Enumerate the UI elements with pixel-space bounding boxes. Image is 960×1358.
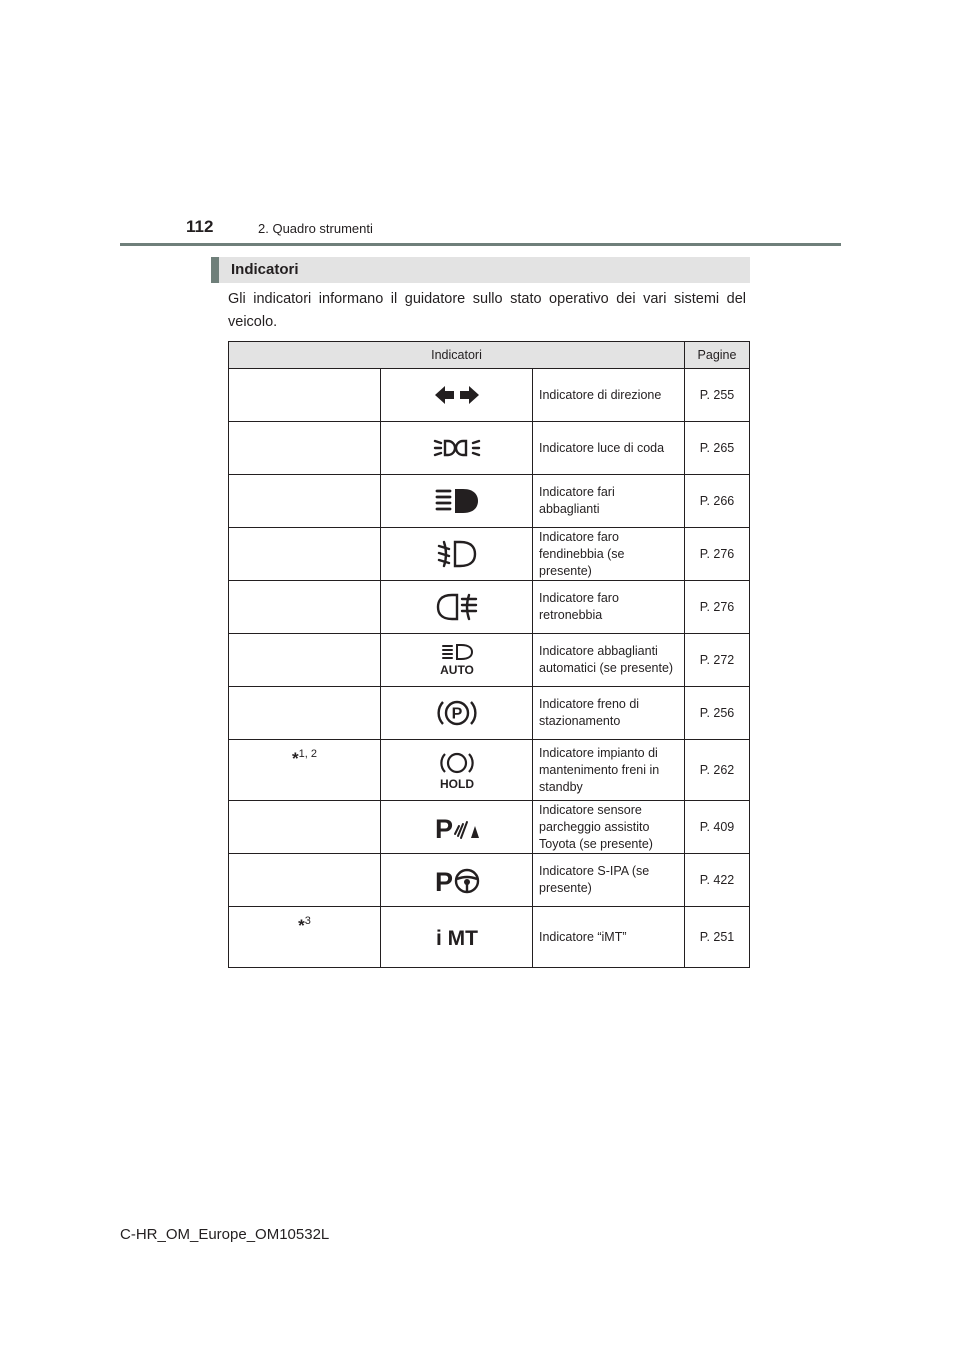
imt-icon [431,924,483,950]
page-ref-cell[interactable]: P. 265 [685,422,750,475]
header-rule [120,243,841,246]
icon-cell [381,475,533,528]
footer-doc-code: C-HR_OM_Europe_OM10532L [120,1226,330,1243]
high-beam-icon [433,487,481,515]
table-row [229,907,750,968]
description-cell: Indicatore S-IPA (se presente) [533,854,685,907]
icon-cell [381,369,533,422]
note-cell [229,369,381,422]
hold-label: HOLD [439,777,474,790]
parking-sensor-icon [433,812,481,842]
description-cell: Indicatore luce di coda [533,422,685,475]
note-cell [229,581,381,634]
note-ref: 1, 2 [298,748,317,760]
imt-label: i MT [435,927,478,950]
note-ref: 3 [304,915,311,927]
running-head: 2. Quadro strumenti [258,221,373,236]
section-title: Indicatori [231,261,299,278]
note-cell [229,740,381,801]
icon-cell [381,740,533,801]
header-indicators: Indicatori [229,342,685,369]
front-fog-light-icon [433,540,481,568]
note-cell [229,634,381,687]
auto-label: AUTO [439,663,474,677]
intro-paragraph: Gli indicatori informano il guidatore sullo stato operativo dei vari sistemi del veicolo. [228,291,746,330]
s-ipa-icon [433,865,481,895]
table-row [229,801,750,854]
page-ref-cell[interactable]: P. 422 [685,854,750,907]
page-ref-cell[interactable]: P. 409 [685,801,750,854]
rear-fog-light-icon [433,593,481,621]
page-ref-cell[interactable]: P. 262 [685,740,750,801]
icon-cell [381,581,533,634]
table-row [229,369,750,422]
page-ref-cell[interactable]: P. 276 [685,528,750,581]
page-ref-cell[interactable]: P. 255 [685,369,750,422]
description-cell: Indicatore freno di stazionamento [533,687,685,740]
table-row [229,528,750,581]
header-pages: Pagine [685,342,750,369]
note-star: * [292,749,299,768]
icon-cell [381,687,533,740]
note-cell [229,475,381,528]
icon-cell [381,854,533,907]
icon-cell [381,801,533,854]
table-header-row [229,342,750,369]
note-cell [229,528,381,581]
table-row [229,475,750,528]
description-cell: Indicatore faro retronebbia [533,581,685,634]
note-cell [229,854,381,907]
sensor-p-label: P [434,814,453,842]
icon-cell [381,907,533,968]
note-cell [229,907,381,968]
indicator-table [228,341,750,968]
s-ipa-p-label: P [434,867,453,895]
page-ref-cell[interactable]: P. 272 [685,634,750,687]
description-cell: Indicatore abbaglianti automatici (se presente) [533,634,685,687]
icon-cell [381,422,533,475]
section-bar [211,257,750,283]
icon-cell [381,528,533,581]
page-ref-cell[interactable]: P. 256 [685,687,750,740]
description-cell: Indicatore impianto di mantenimento freni in standby [533,740,685,801]
note-cell [229,801,381,854]
parking-brake-icon [433,696,481,730]
table-row [229,634,750,687]
page-ref-cell[interactable]: P. 276 [685,581,750,634]
page-number: 112 [186,217,214,236]
description-cell: Indicatore di direzione [533,369,685,422]
tail-light-icon [433,436,481,460]
description-cell: Indicatore “iMT” [533,907,685,968]
table-row [229,422,750,475]
parking-p-label: P [451,705,462,723]
table-row [229,581,750,634]
note-star: * [298,916,305,935]
note-cell [229,687,381,740]
page-ref-cell[interactable]: P. 251 [685,907,750,968]
table-row [229,740,750,801]
turn-signal-icon [433,384,481,406]
page-ref-cell[interactable]: P. 266 [685,475,750,528]
description-cell: Indicatore fari abbaglianti [533,475,685,528]
icon-cell [381,634,533,687]
note-cell [229,422,381,475]
description-cell: Indicatore faro fendinebbia (se presente) [533,528,685,581]
table-row [229,854,750,907]
table-row [229,687,750,740]
auto-high-beam-icon [433,643,481,677]
brake-hold-icon [433,750,481,790]
description-cell: Indicatore sensore parcheggio assistito Toyota (se presente) [533,801,685,854]
